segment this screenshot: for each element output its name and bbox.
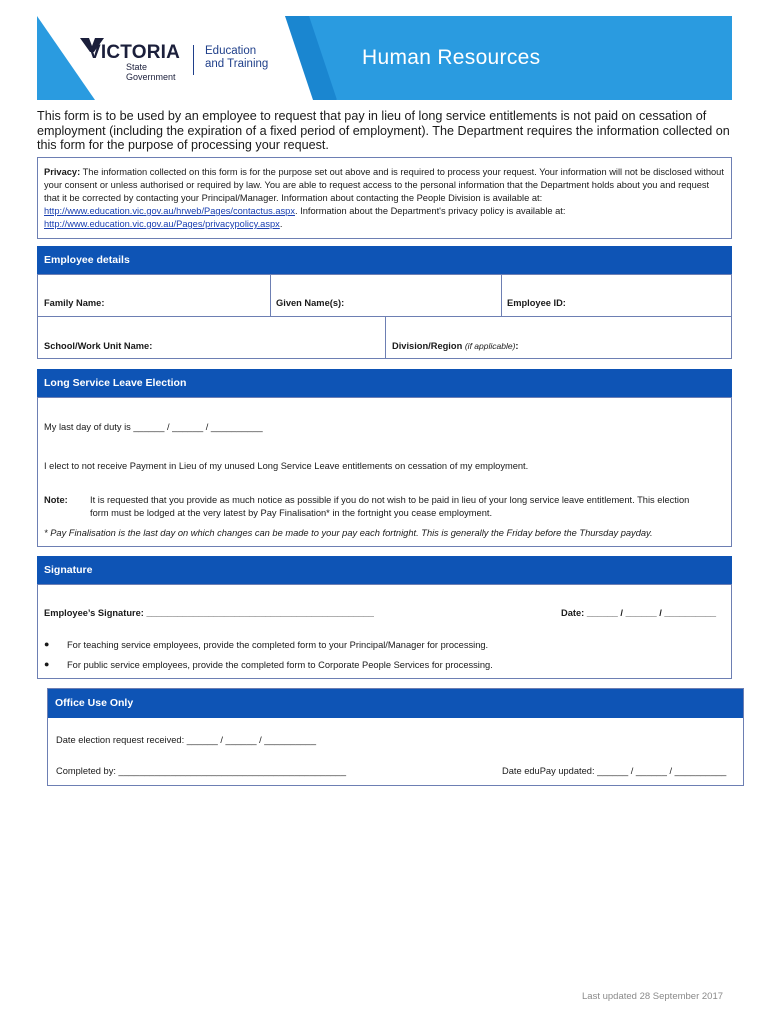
employee-col-divider-3	[385, 316, 386, 359]
victoria-logo-text: VICTORIA	[88, 42, 181, 63]
employee-id-field[interactable]: Employee ID:	[507, 298, 566, 308]
logo-divider	[193, 45, 194, 75]
bullet-item-teaching: For teaching service employees, provide the completed form to your Principal/Manager for processing.	[67, 640, 489, 650]
privacy-box	[37, 157, 732, 239]
date-request-received-field[interactable]: Date election request received: ______ / ______ / __________	[56, 735, 316, 745]
note-line-1: It is requested that you provide as much notice as possible if you do not wish to be paid in lieu of your long service leave entitlement. This election	[90, 495, 690, 505]
edupay-updated-field[interactable]: Date eduPay updated: ______ / ______ / __________	[502, 766, 727, 776]
privacy-label: Privacy:	[44, 167, 81, 177]
given-names-field[interactable]: Given Name(s):	[276, 298, 345, 308]
contactus-link[interactable]: http://www.education.vic.gov.au/hrweb/Pages/contactus.aspx	[44, 206, 295, 216]
employee-signature-field[interactable]: Employee’s Signature: ____________________________________________	[44, 608, 374, 618]
employee-col-divider-2	[501, 274, 502, 316]
privacy-mid-text: . Information about the Department's privacy policy is available at:	[294, 206, 566, 216]
bullet-item-public: For public service employees, provide the completed form to Corporate People Services for processing.	[67, 660, 493, 670]
division-region-field[interactable]: Division/Region (if applicable):	[392, 341, 519, 351]
last-updated-text: Last updated 28 September 2017	[582, 991, 724, 1002]
privacy-end-text: .	[279, 219, 283, 229]
pay-finalisation-footnote: * Pay Finalisation is the last day on which changes can be made to your pay each fortnight. This is generally the Friday before the Thursday payday.	[44, 528, 653, 538]
privacy-policy-link[interactable]: http://www.education.vic.gov.au/Pages/privacypolicy.aspx	[44, 219, 280, 229]
state-government-text: State Government	[126, 62, 176, 82]
bullet-icon: ●	[44, 639, 50, 649]
bullet-icon: ●	[44, 659, 50, 669]
page-title: Human Resources	[362, 46, 541, 69]
intro-paragraph: This form is to be used by an employee to request that pay in lieu of long service entitlements is not paid on cessation of employment (including the expiration of a fixed period of employment). The Department requires the information collected on this form for the purpose of processing your request.	[37, 109, 730, 152]
left-triangle-shape	[37, 16, 95, 100]
signature-date-field[interactable]: Date: ______ / ______ / __________	[561, 608, 717, 618]
employee-col-divider-1	[270, 274, 271, 316]
education-training-text: Education and Training	[205, 45, 269, 70]
note-line-2: form must be lodged at the very latest by Pay Finalisation* in the fortnight you cease employment.	[90, 508, 493, 518]
completed-by-field[interactable]: Completed by: ____________________________________________	[56, 766, 347, 776]
note-label: Note:	[44, 495, 68, 505]
last-day-of-duty-field[interactable]: My last day of duty is ______ / ______ / __________	[44, 422, 263, 432]
employee-details-heading: Employee details	[37, 246, 732, 274]
school-name-field[interactable]: School/Work Unit Name:	[44, 341, 153, 351]
office-use-heading: Office Use Only	[48, 689, 743, 718]
signature-heading: Signature	[37, 556, 732, 584]
election-statement: I elect to not receive Payment in Lieu of my unused Long Service Leave entitlements on cessation of my employment.	[44, 461, 529, 471]
lsl-election-box	[37, 397, 732, 547]
privacy-text: The information collected on this form is for the purpose set out above and is required to process your request. Your information will not be disclosed without your consent or unless authorised or required by law. You are able to request access to the personal information that the Department holds about you and request that it be corrected by contacting your Principal/Manager. Information about contacting the People Division is available at:	[44, 167, 724, 203]
family-name-field[interactable]: Family Name:	[44, 298, 105, 308]
lsl-election-heading: Long Service Leave Election	[37, 369, 732, 397]
